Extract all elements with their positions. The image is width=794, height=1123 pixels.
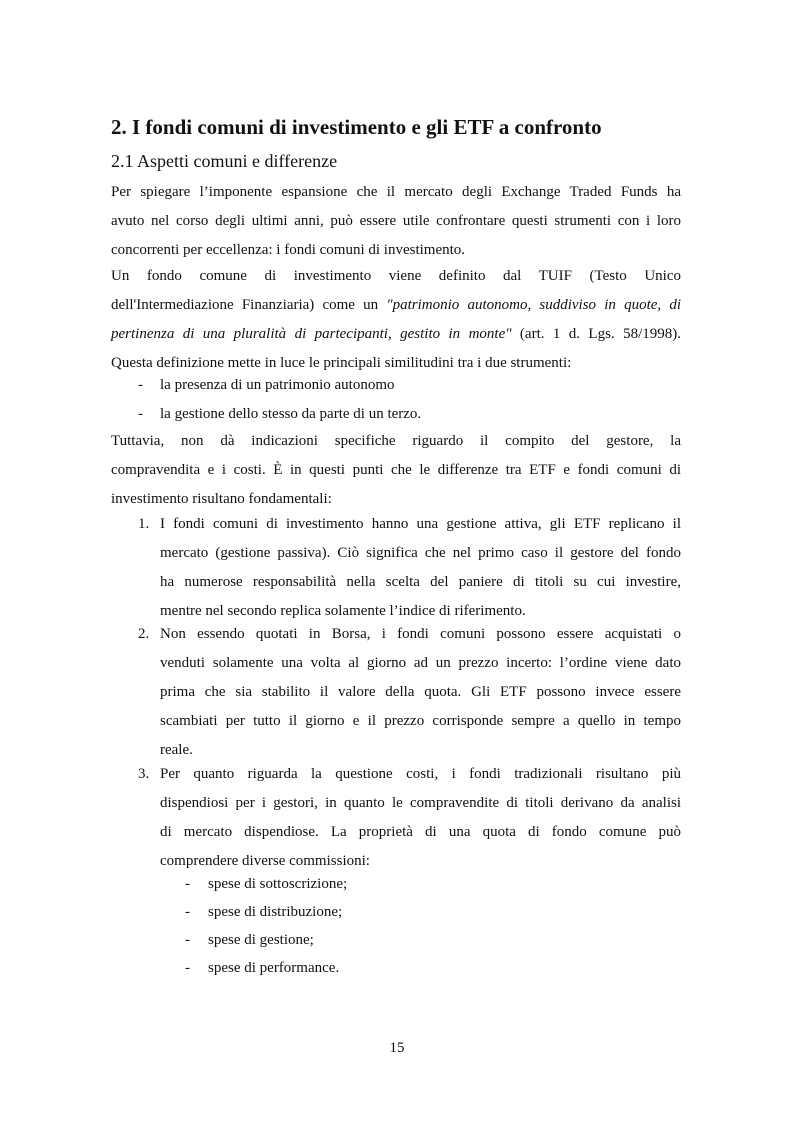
section-title: 2.1 Aspetti comuni e differenze <box>111 151 338 171</box>
list-item-text: spese di sottoscrizione; <box>208 876 348 892</box>
paragraph-line: investimento risultano fondamentali: <box>111 491 332 507</box>
paragraph-line: concorrenti per eccellenza: i fondi comuni di investimento. <box>111 242 466 258</box>
list-item-line: ha numerose responsabilità nella scelta del paniere di titoli su cui investire, <box>160 574 681 590</box>
page-number: 15 <box>389 1040 405 1056</box>
dash-bullet: - <box>138 406 143 422</box>
dash-bullet: - <box>185 960 190 976</box>
paragraph-line: avuto nel corso degli ultimi anni, può essere utile confrontare questi strumenti con i loro <box>111 213 681 229</box>
list-item-line: Per quanto riguarda la questione costi, i fondi tradizionali risultano più <box>160 766 681 782</box>
paragraph-line <box>111 291 681 320</box>
paragraph-line: Un fondo comune di investimento viene definito dal TUIF (Testo Unico <box>111 268 681 284</box>
list-item-line: scambiati per tutto il giorno e il prezzo corrisponde sempre a quello in tempo <box>160 713 681 729</box>
list-item-text: la gestione dello stesso da parte di un terzo. <box>160 406 422 422</box>
list-item-line: prima che sia stabilito il valore della quota. Gli ETF possono invece essere <box>160 684 681 700</box>
list-item-line: dispendiosi per i gestori, in quanto le compravendite di titoli derivano da analisi <box>160 795 681 811</box>
list-item-line: di mercato dispendiose. La proprietà di una quota di fondo comune può <box>160 824 681 840</box>
list-number: 3. <box>138 766 150 782</box>
list-item-line: I fondi comuni di investimento hanno una gestione attiva, gli ETF replicano il <box>160 516 681 532</box>
list-item-line: mentre nel secondo replica solamente l’indice di riferimento. <box>160 603 526 619</box>
definition-quote: "patrimonio autonomo, suddiviso in quote, di <box>386 297 681 313</box>
list-item <box>160 620 681 765</box>
definition-text: dell'Intermediazione Finanziaria) come un <box>111 297 387 313</box>
list-item-text: spese di gestione; <box>208 932 314 948</box>
list-item-line: comprendere diverse commissioni: <box>160 853 370 869</box>
list-item-line: mercato (gestione passiva). Ciò significa che nel primo caso il gestore del fondo <box>160 545 681 561</box>
paragraph-line: Questa definizione mette in luce le principali similitudini tra i due strumenti: <box>111 355 572 371</box>
list-item-text: la presenza di un patrimonio autonomo <box>160 377 395 393</box>
dash-bullet: - <box>185 932 190 948</box>
list-item <box>160 510 681 626</box>
dash-bullet: - <box>138 377 143 393</box>
list-item-line: venduti solamente una volta al giorno ad un prezzo incerto: l’ordine viene dato <box>160 655 681 671</box>
paragraph-line <box>111 320 681 349</box>
paragraph-line: Per spiegare l’imponente espansione che il mercato degli Exchange Traded Funds ha <box>111 184 681 200</box>
definition-paragraph <box>111 262 681 378</box>
paragraph-line: Tuttavia, non dà indicazioni specifiche riguardo il compito del gestore, la <box>111 433 681 449</box>
list-item-text: spese di distribuzione; <box>208 904 343 920</box>
list-number: 2. <box>138 626 150 642</box>
list-item-line: reale. <box>160 742 193 758</box>
list-item <box>160 760 681 876</box>
intro-paragraph <box>111 178 681 265</box>
paragraph-line: compravendita e i costi. È in questi punti che le differenze tra ETF e fondi comuni di <box>111 462 681 478</box>
list-item-line: Non essendo quotati in Borsa, i fondi comuni possono essere acquistati o <box>160 626 681 642</box>
definition-quote: pertinenza di una pluralità di partecipanti, gestito in monte" <box>111 326 512 342</box>
differences-intro-paragraph <box>111 427 681 514</box>
list-item-text: spese di performance. <box>208 960 340 976</box>
list-number: 1. <box>138 516 150 532</box>
dash-bullet: - <box>185 904 190 920</box>
chapter-title: 2. I fondi comuni di investimento e gli ETF a confronto <box>111 115 602 139</box>
law-reference: (art. 1 d. Lgs. 58/1998). <box>511 326 681 342</box>
dash-bullet: - <box>185 876 190 892</box>
